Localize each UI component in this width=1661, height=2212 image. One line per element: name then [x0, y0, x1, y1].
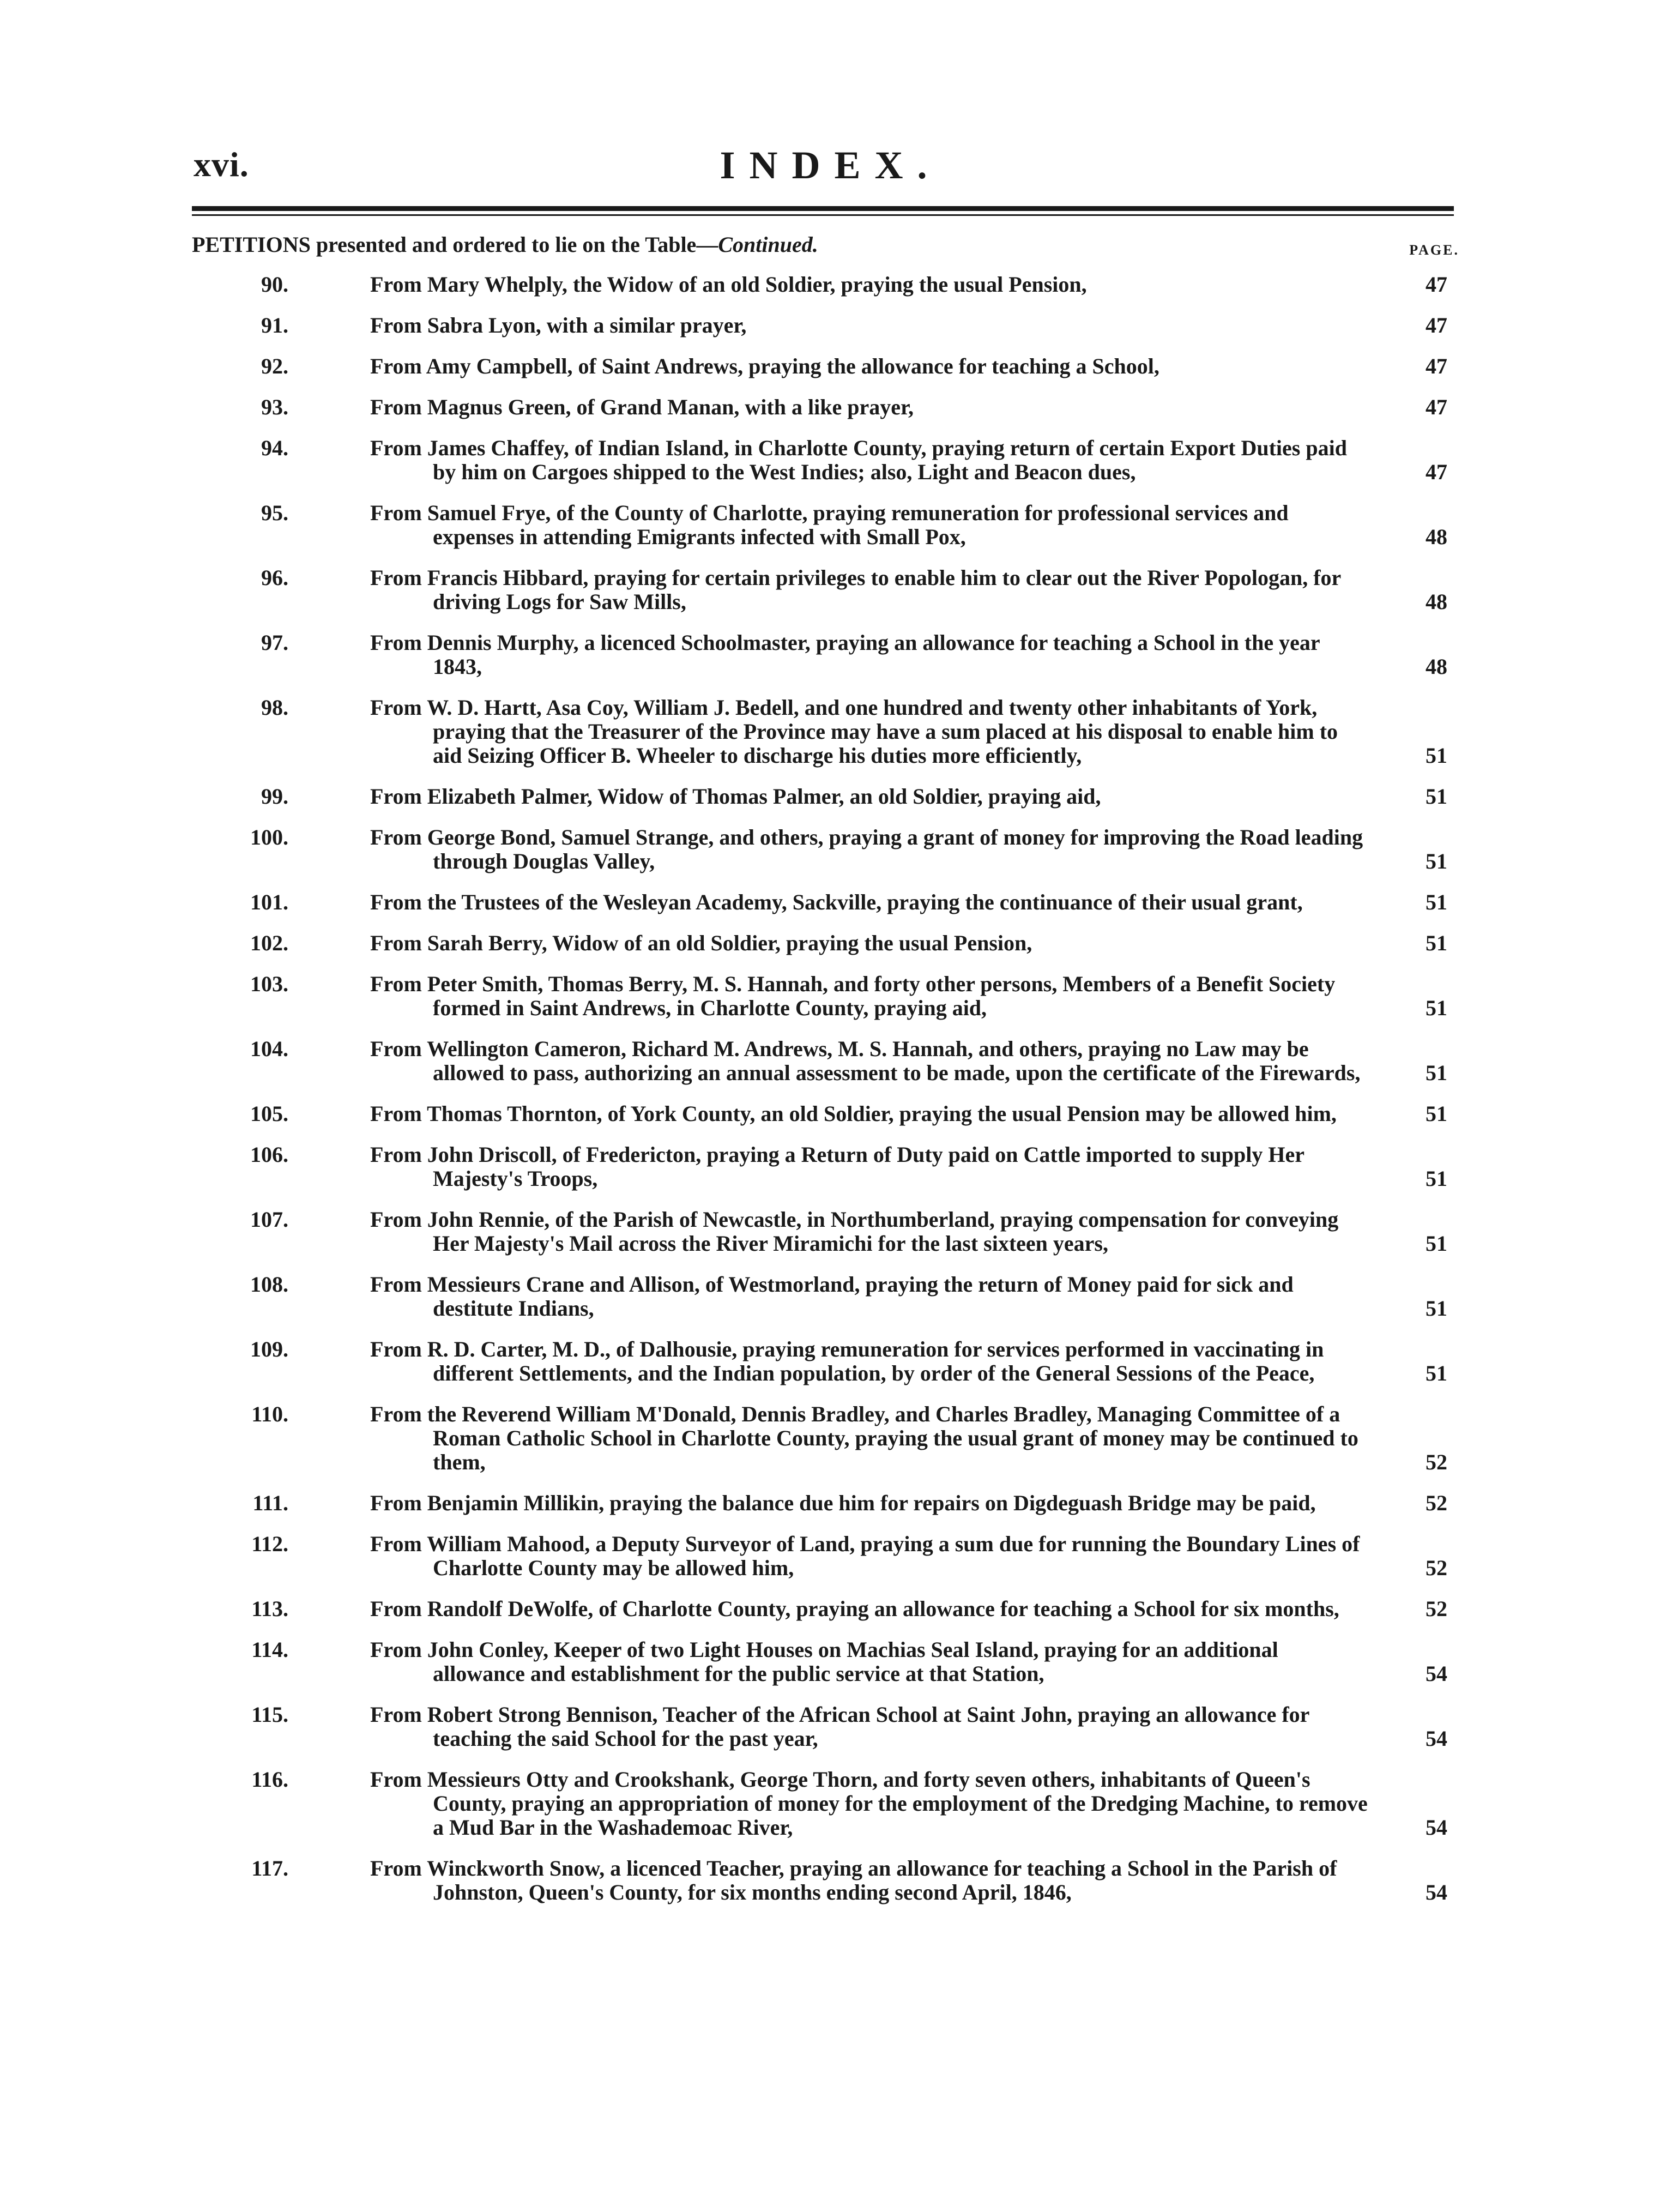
entry-text-cell	[298, 1768, 1372, 1840]
entry-text-cell	[298, 1143, 1372, 1191]
header-rule-thick	[192, 206, 1454, 211]
entry-text-cell	[298, 696, 1372, 768]
petition-entry	[192, 1768, 1454, 1840]
entry-page: 54	[1426, 1880, 1447, 1904]
entry-number: 100.	[250, 825, 288, 849]
petition-entry	[192, 314, 1454, 337]
entry-number: 91.	[261, 313, 288, 337]
entry-text: From George Bond, Samuel Strange, and others, praying a grant of money for improving the Road leading through Douglas Valley,	[370, 825, 1363, 873]
entry-page: 47	[1426, 313, 1447, 337]
entry-page: 47	[1426, 272, 1447, 297]
page-number: xvi.	[194, 145, 249, 184]
entry-page: 52	[1426, 1450, 1447, 1474]
petition-entry	[192, 785, 1454, 809]
entry-page: 51	[1426, 1101, 1447, 1126]
petition-entry	[192, 1857, 1454, 1904]
entry-text: From Samuel Frye, of the County of Charlotte, praying remuneration for professional services and expenses in attending Emigrants infected with Small Pox,	[370, 501, 1289, 549]
petition-entry	[192, 1143, 1454, 1191]
petition-entry	[192, 1532, 1454, 1580]
entry-page: 54	[1426, 1815, 1447, 1840]
entry-text: From Peter Smith, Thomas Berry, M. S. Hannah, and forty other persons, Members of a Benefit Society formed in Saint Andrews, in Charlotte County, praying aid,	[370, 972, 1336, 1020]
petition-entry	[192, 436, 1454, 484]
entry-text-cell	[298, 1208, 1372, 1256]
entry-text: From Benjamin Millikin, praying the balance due him for repairs on Digdeguash Bridge may be paid,	[370, 1491, 1316, 1515]
entry-text: From Mary Whelply, the Widow of an old Soldier, praying the usual Pension,	[370, 272, 1087, 297]
page-title: INDEX.	[720, 143, 941, 187]
entry-number: 103.	[250, 972, 288, 996]
entry-text: From James Chaffey, of Indian Island, in Charlotte County, praying return of certain Export Duties paid by him on Cargoes shipped to the West Indies; also, Light and Beacon dues,	[370, 436, 1347, 484]
petition-entry	[192, 1337, 1454, 1385]
entry-text: From Messieurs Crane and Allison, of Westmorland, praying the return of Money paid for sick and destitute Indians,	[370, 1272, 1294, 1321]
entry-text-cell	[298, 501, 1372, 549]
entry-text: From William Mahood, a Deputy Surveyor of Land, praying a sum due for running the Boundary Lines of Charlotte County may be allowed him,	[370, 1532, 1360, 1580]
entry-text-cell	[298, 314, 1372, 337]
entry-page: 48	[1426, 589, 1447, 614]
entry-number: 116.	[251, 1767, 288, 1792]
petition-entry	[192, 972, 1454, 1020]
page-column-label: PAGE.	[1409, 242, 1459, 258]
entry-page: 54	[1426, 1726, 1447, 1751]
section-heading-text: PETITIONS presented and ordered to lie on the Table—	[192, 232, 718, 257]
entry-page: 52	[1426, 1556, 1447, 1580]
entry-page: 54	[1426, 1661, 1447, 1686]
entry-number: 93.	[261, 395, 288, 419]
entry-text: From Robert Strong Bennison, Teacher of the African School at Saint John, praying an allowance for teaching the said School for the past year,	[370, 1702, 1309, 1751]
petition-entry	[192, 696, 1454, 768]
petition-entry	[192, 395, 1454, 419]
entry-page: 51	[1426, 890, 1447, 914]
petition-entry	[192, 1491, 1454, 1515]
petition-entry	[192, 825, 1454, 873]
entry-text: From Sarah Berry, Widow of an old Soldier, praying the usual Pension,	[370, 931, 1032, 955]
entry-number: 90.	[261, 272, 288, 297]
entry-number: 98.	[261, 695, 288, 720]
entry-text-cell	[298, 1402, 1372, 1474]
petition-entry	[192, 273, 1454, 297]
entry-page: 51	[1426, 1361, 1447, 1385]
entry-text-cell	[298, 890, 1372, 914]
petition-entry	[192, 354, 1454, 378]
entry-text: From John Driscoll, of Fredericton, praying a Return of Duty paid on Cattle imported to supply Her Majesty's Troops,	[370, 1142, 1304, 1191]
entry-page: 51	[1426, 1231, 1447, 1256]
entry-number: 97.	[261, 630, 288, 655]
entry-page: 52	[1426, 1491, 1447, 1515]
petition-entry	[192, 931, 1454, 955]
entry-number: 115.	[251, 1702, 288, 1727]
entry-page: 51	[1426, 784, 1447, 809]
entry-number: 99.	[261, 784, 288, 809]
entry-text: From Elizabeth Palmer, Widow of Thomas Palmer, an old Soldier, praying aid,	[370, 784, 1101, 809]
entry-text: From John Rennie, of the Parish of Newcastle, in Northumberland, praying compensation for conveying Her Majesty's Mail across the River Miramichi for the last sixteen years,	[370, 1207, 1339, 1256]
entry-text-cell	[298, 825, 1372, 873]
entry-number: 110.	[251, 1402, 288, 1426]
entry-number: 96.	[261, 565, 288, 590]
entry-text: From R. D. Carter, M. D., of Dalhousie, praying remuneration for services performed in vaccinating in different Settlements, and the Indian population, by order of the General Sessions of the Peace,	[370, 1337, 1324, 1385]
entry-number: 104.	[250, 1036, 288, 1061]
entry-page: 47	[1426, 460, 1447, 484]
entry-text: From John Conley, Keeper of two Light Houses on Machias Seal Island, praying for an additional allowance and establishment for the public service at that Station,	[370, 1637, 1278, 1686]
entry-text: From Sabra Lyon, with a similar prayer,	[370, 313, 747, 337]
petition-entry	[192, 1402, 1454, 1474]
entry-number: 107.	[250, 1207, 288, 1232]
entry-text-cell	[298, 1337, 1372, 1385]
entry-text-cell	[298, 931, 1372, 955]
petition-entry	[192, 1208, 1454, 1256]
entry-text-cell	[298, 1857, 1372, 1904]
entry-page: 51	[1426, 1060, 1447, 1085]
entry-page: 48	[1426, 525, 1447, 549]
entry-text: From Francis Hibbard, praying for certain privileges to enable him to clear out the River Popologan, for driving Logs for Saw Mills,	[370, 565, 1341, 614]
entry-page: 51	[1426, 996, 1447, 1020]
entry-text-cell	[298, 566, 1372, 614]
entry-number: 94.	[261, 436, 288, 460]
entry-number: 113.	[251, 1596, 288, 1621]
entry-number: 95.	[261, 501, 288, 525]
entry-number: 117.	[251, 1856, 288, 1880]
entry-text: From Winckworth Snow, a licenced Teacher, praying an allowance for teaching a School in the Parish of Johnston, Queen's County, for six months ending second April, 1846,	[370, 1856, 1337, 1904]
entry-text-cell	[298, 1638, 1372, 1686]
section-heading	[192, 232, 818, 257]
entry-number: 92.	[261, 354, 288, 378]
entry-number: 105.	[250, 1101, 288, 1126]
entry-text-cell	[298, 1597, 1372, 1621]
petition-list	[192, 273, 1454, 1921]
entry-number: 114.	[251, 1637, 288, 1662]
entry-text-cell	[298, 1273, 1372, 1321]
petition-entry	[192, 631, 1454, 679]
entry-number: 101.	[250, 890, 288, 914]
entry-page: 52	[1426, 1596, 1447, 1621]
entry-text-cell	[298, 273, 1372, 297]
entry-text: From the Reverend William M'Donald, Dennis Bradley, and Charles Bradley, Managing Committee of a Roman Catholic School in Charlotte County, praying the usual grant of money may be continued to them,	[370, 1402, 1358, 1474]
entry-text-cell	[298, 1037, 1372, 1085]
petition-entry	[192, 890, 1454, 914]
petition-entry	[192, 1273, 1454, 1321]
entry-page: 47	[1426, 354, 1447, 378]
entry-text-cell	[298, 972, 1372, 1020]
entry-text-cell	[298, 354, 1372, 378]
entry-page: 51	[1426, 849, 1447, 873]
entry-text-cell	[298, 395, 1372, 419]
entry-page: 51	[1426, 743, 1447, 768]
entry-page: 51	[1426, 1166, 1447, 1191]
petition-entry	[192, 1638, 1454, 1686]
petition-entry	[192, 566, 1454, 614]
entry-text: From Magnus Green, of Grand Manan, with a like prayer,	[370, 395, 914, 419]
entry-text: From Wellington Cameron, Richard M. Andrews, M. S. Hannah, and others, praying no Law may be allowed to pass, authorizing an annual assessment to be made, upon the certificate of the Firewards,	[370, 1036, 1361, 1085]
entry-number: 111.	[252, 1491, 288, 1515]
entry-text-cell	[298, 1491, 1372, 1515]
entry-text: From Messieurs Otty and Crookshank, George Thorn, and forty seven others, inhabitants of Queen's County, praying an appropriation of money for the employment of the Dredging Machine, to remove a Mud Bar in the Washademoac River,	[370, 1767, 1368, 1840]
entry-page: 47	[1426, 395, 1447, 419]
entry-text: From Randolf DeWolfe, of Charlotte County, praying an allowance for teaching a School for six months,	[370, 1596, 1339, 1621]
petition-entry	[192, 1597, 1454, 1621]
petition-entry	[192, 1037, 1454, 1085]
entry-page: 51	[1426, 1296, 1447, 1321]
entry-text-cell	[298, 785, 1372, 809]
entry-text: From Amy Campbell, of Saint Andrews, praying the allowance for teaching a School,	[370, 354, 1159, 378]
header-rule-thin	[192, 214, 1454, 216]
entry-page: 51	[1426, 931, 1447, 955]
entry-text: From Thomas Thornton, of York County, an old Soldier, praying the usual Pension may be allowed him,	[370, 1101, 1337, 1126]
entry-number: 109.	[250, 1337, 288, 1361]
section-heading-continued: Continued.	[718, 232, 818, 257]
entry-number: 112.	[251, 1532, 288, 1556]
entry-number: 102.	[250, 931, 288, 955]
petition-entry	[192, 1703, 1454, 1751]
entry-text-cell	[298, 1532, 1372, 1580]
entry-page: 48	[1426, 654, 1447, 679]
entry-text-cell	[298, 631, 1372, 679]
entry-text: From Dennis Murphy, a licenced Schoolmaster, praying an allowance for teaching a School in the year 1843,	[370, 630, 1320, 679]
entry-text-cell	[298, 1102, 1372, 1126]
entry-text: From W. D. Hartt, Asa Coy, William J. Bedell, and one hundred and twenty other inhabitants of York, praying that the Treasurer of the Province may have a sum placed at his disposal to enable him to aid Seizing Officer B. Wheeler to discharge his duties more efficiently,	[370, 695, 1338, 768]
entry-number: 106.	[250, 1142, 288, 1167]
entry-text-cell	[298, 436, 1372, 484]
petition-entry	[192, 501, 1454, 549]
entry-text: From the Trustees of the Wesleyan Academy, Sackville, praying the continuance of their usual grant,	[370, 890, 1303, 914]
entry-number: 108.	[250, 1272, 288, 1297]
petition-entry	[192, 1102, 1454, 1126]
entry-text-cell	[298, 1703, 1372, 1751]
